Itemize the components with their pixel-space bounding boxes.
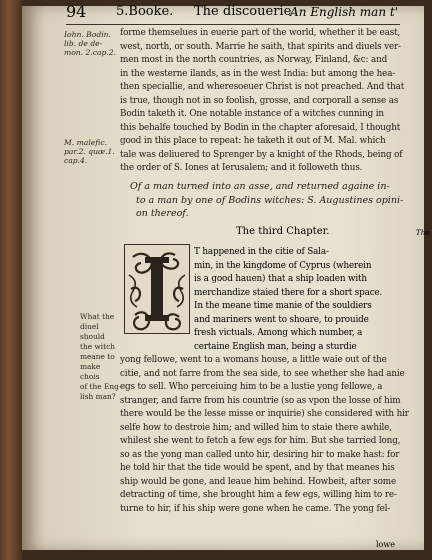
text-line: turne to hir, if his ship were gone when he came. The yong fel-	[120, 503, 391, 514]
margin-line: What the	[80, 312, 115, 321]
text-line: ship would be gone, and leaue him behind. Howbeit, after some	[120, 476, 396, 487]
text-line: min, in the kingdome of Cyprus (wherein	[194, 260, 372, 271]
margin-line: par.2. quæ.1.	[64, 147, 115, 156]
book-binding	[0, 0, 22, 560]
text-line: whilest she went to fetch a few egs for him. But she tarried long,	[120, 436, 401, 446]
header-rule	[66, 24, 400, 25]
ornament-initial-i-icon	[125, 245, 189, 333]
margin-line: Iohn. Bodin.	[64, 30, 111, 39]
text-line: citie, and not farre from the sea side, to see whether she had anie	[120, 368, 405, 379]
page-number: 94	[66, 2, 87, 21]
paragraph-one	[120, 27, 412, 176]
text-line: the order of S. Iones at Ierusalem; and it followeth thus.	[120, 163, 363, 173]
book-number: 5.Booke.	[116, 4, 174, 19]
margin-line: the witch	[80, 342, 116, 351]
chapter-catch: The	[415, 228, 430, 237]
text-line: is true, though not in so foolish, grosse, and corporall a sense as	[120, 95, 399, 106]
text-line: In the meane time manie of the souldiers	[194, 301, 372, 311]
running-head: An English man t'	[290, 5, 398, 19]
page-header	[66, 2, 402, 24]
text-line: tale was deliuered to Sprenger by a knight of the Rhods, being of	[120, 149, 403, 160]
work-title: The discouerie	[194, 4, 292, 19]
chapter-heading: The third Chapter.	[236, 226, 330, 237]
text-line: men most in the north countries, as Norway, Finland, &c: and	[120, 55, 388, 65]
text-line: T happened in the citie of Sala-	[194, 247, 329, 257]
margin-line: lib. de de-	[64, 39, 103, 48]
catchword: lowe	[376, 540, 395, 549]
margin-line: of the Eng-	[80, 382, 122, 391]
text-line: is a good hauen) that a ship loaden with	[194, 274, 367, 284]
margin-note-malefic	[64, 138, 120, 165]
summary-line: Of a man turned into an asse, and returned againe in-	[130, 181, 390, 192]
decorated-initial	[124, 244, 190, 334]
text-line: then speciallie, and wheresoeuer Christ is not preached. And that	[120, 82, 405, 92]
margin-line: M. malefic.	[64, 138, 107, 147]
text-line: he told hir that the tide would be spent, and by that meanes his	[120, 463, 395, 473]
text-line: this behalfe touched by Bodin in the chapter aforesaid, I thought	[120, 122, 401, 133]
paragraph-two-full	[120, 354, 412, 516]
margin-line: meane to	[80, 352, 115, 361]
text-line: there would be the lesse misse or inquirie) she considered with hir	[120, 409, 409, 419]
book-title	[116, 4, 291, 19]
text-line: detracting of time, she brought him a few egs, willing him to re-	[120, 490, 397, 500]
text-line: yong fellowe, went to a womans house, a little waie out of the	[120, 355, 387, 365]
text-line: certaine English man, being a sturdie	[194, 341, 357, 352]
margin-note-bodin	[64, 30, 120, 57]
margin-line: diuel should	[80, 322, 105, 341]
paragraph-two-indented	[194, 246, 414, 354]
text-line: west, north, or south. Marrie he saith, that spirits and diuels ver-	[120, 41, 401, 52]
summary-line: to a man by one of Bodins witches: S. Augustines opini-	[136, 194, 404, 206]
text-line: forme themselues in euerie part of the world, whether it be east,	[120, 28, 401, 38]
text-line: and mariners went to shoare, to prouide	[194, 314, 369, 325]
text-line: Bodin taketh it. One notable instance of a witches cunning in	[120, 109, 384, 119]
text-line: fresh victuals. Among which number, a	[194, 328, 363, 338]
text-line: good in this place to repeat: he taketh it out of M. Mal. which	[120, 136, 386, 146]
text-line: stranger, and farre from his countrie (so as vpon the losse of him	[120, 395, 401, 406]
chapter-summary	[130, 180, 415, 221]
margin-note-question	[80, 312, 122, 402]
summary-line: on thereof.	[136, 208, 189, 219]
text-line: so as the yong man called unto hir, desiring hir to make hast: for	[120, 449, 400, 460]
text-line: selfe how to destroie him; and willed him to staie there awhile,	[120, 422, 392, 433]
margin-line: make chois	[80, 362, 101, 381]
text-line: merchandize staied there for a short space.	[194, 287, 383, 298]
margin-line: mon. 2.cap.2.	[64, 48, 117, 57]
margin-line: cap.4.	[64, 156, 88, 165]
text-line: egs to sell. Who perceiuing him to be a lustie yong fellowe, a	[120, 382, 383, 392]
text-line: in the westerne ilands, as in the west India: but among the hea-	[120, 68, 396, 79]
margin-line: lish man?	[80, 392, 116, 401]
